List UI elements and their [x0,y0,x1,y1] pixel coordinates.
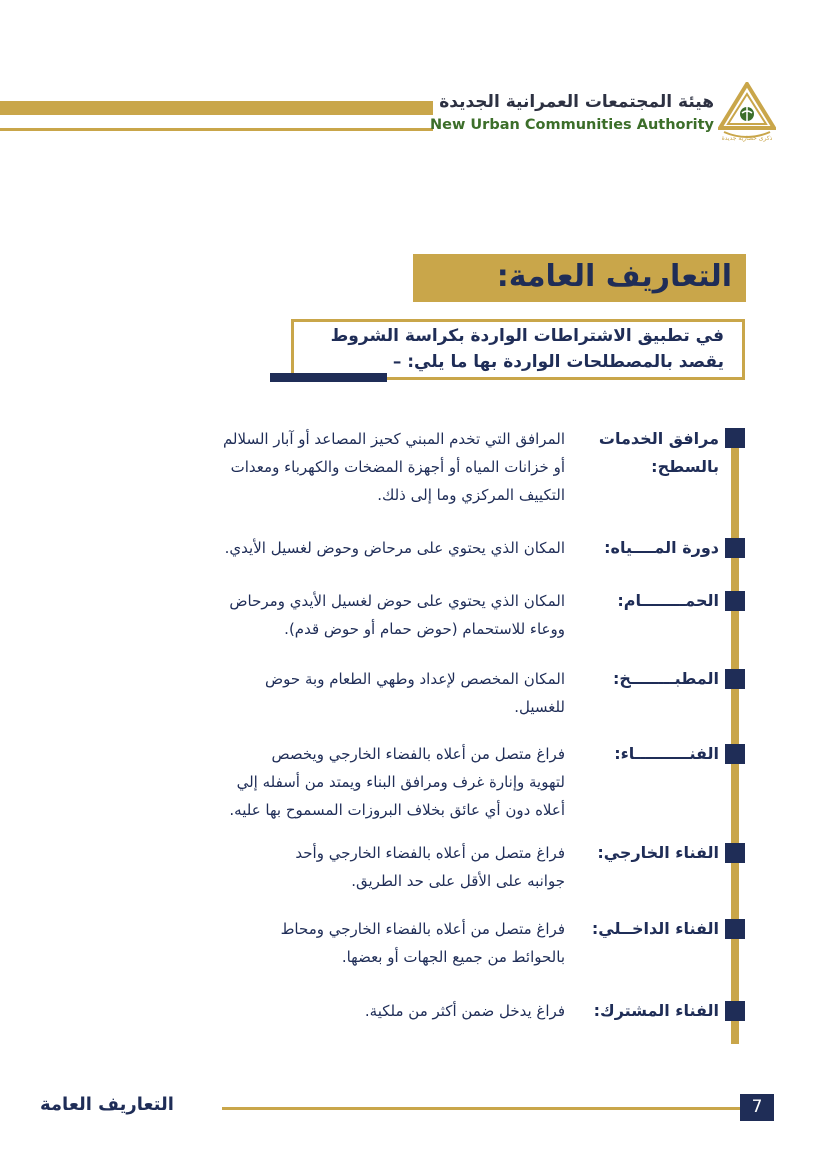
page-number: 7 [740,1094,774,1121]
definition-term: الفنــــــــــاء: [614,744,719,763]
definition-term: الفناء الداخــلي: [591,919,719,938]
org-name-english: New Urban Communities Authority [430,117,714,133]
definition-term [559,425,719,481]
section-title-box [413,254,746,302]
definition-line: جوانبه على الأقل على حد الطريق. [351,872,565,890]
bullet-square [725,744,745,764]
definition-term: الحمــــــــام: [617,591,719,610]
definition-text [125,740,565,824]
bullet-square [725,428,745,448]
definition-line: للغسيل. [514,698,565,716]
definition-line: أعلاه دون أي عائق بخلاف البروزات المسموح بها عليه. [229,801,565,819]
definition-line: ووعاء للاستحمام (حوض حمام أو حوض قدم). [284,620,565,638]
org-name-arabic: هيئة المجتمعات العمرانية الجديدة [439,92,714,112]
nuca-logo-icon [718,82,776,142]
definition-line: المكان المخصص لإعداد وطهي الطعام وبة حوض [265,670,565,688]
logo-text: ذكرى حضارية جديدة [721,135,773,142]
definition-term: الفناء الخارجي: [597,843,719,862]
definition-line: التكييف المركزي وما إلى ذلك. [377,486,565,504]
bullet-square [725,591,745,611]
definition-text [125,665,565,721]
header-gold-bar [0,101,433,115]
bullet-square [725,843,745,863]
definition-line: أو خزانات المياه أو أجهزة المضخات والكهرباء ومعدات [230,458,565,476]
definition-line: فراغ يدخل ضمن أكثر من ملكية. [364,1002,565,1020]
definition-term: المطبــــــــخ: [612,669,719,688]
term-line: بالسطح: [651,457,719,476]
definition-line: المكان الذي يحتوي على مرحاض وحوض لغسيل الأيدي. [224,539,565,557]
bullet-square [725,919,745,939]
definition-text [125,425,565,509]
intro-line-1: في تطبيق الاشتراطات الواردة بكراسة الشروط [330,326,724,346]
definitions-timeline [731,432,739,1044]
definition-text [125,915,565,971]
definition-line: فراغ متصل من أعلاه بالفضاء الخارجي وأحد [295,844,565,862]
term-line: مرافق الخدمات [598,429,719,448]
section-title: التعاريف العامة: [496,259,732,294]
definition-line: فراغ متصل من أعلاه بالفضاء الخارجي ويخصص [271,745,565,763]
definition-line: فراغ متصل من أعلاه بالفضاء الخارجي ومحاط [280,920,565,938]
bullet-square [725,669,745,689]
footer-gold-line [222,1107,740,1110]
intro-box [291,319,745,380]
definition-text [125,587,565,643]
header-gold-thin-bar [0,128,433,131]
footer-section-title: التعاريف العامة [40,1094,174,1115]
definition-line: المرافق التي تخدم المبني كحيز المصاعد أو آبار السلالم [222,430,565,448]
definition-term: الفناء المشترك: [593,1001,719,1020]
intro-line-2: يقصد بالمصطلحات الواردة بها ما يلي: – [392,352,724,372]
definition-term: دورة المــــياه: [604,538,719,557]
definition-text [125,997,565,1025]
definition-line: المكان الذي يحتوي على حوض لغسيل الأيدي ومرحاض [229,592,565,610]
definition-text [125,534,565,562]
definition-line: لتهوية وإنارة غرف ومرافق البناء ويمتد من أسفله إلي [236,773,565,791]
definition-text [125,839,565,895]
bullet-square [725,1001,745,1021]
intro-underline [270,373,387,382]
bullet-square [725,538,745,558]
definition-line: بالحوائط من جميع الجهات أو بعضها. [341,948,565,966]
